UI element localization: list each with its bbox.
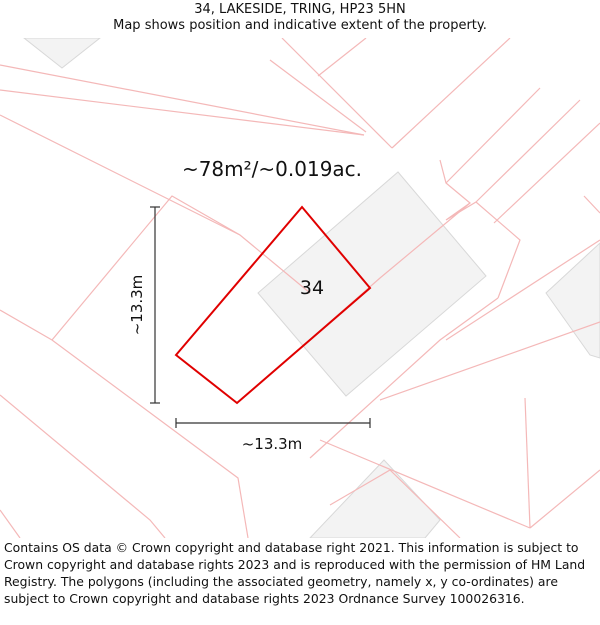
map-view[interactable] [0, 38, 600, 538]
plot-number-label: 34 [299, 277, 325, 299]
map-subtitle: Map shows position and indicative extent of the property. [113, 18, 487, 33]
horizontal-dimension-label: ~13.3m [241, 435, 303, 453]
area-label: ~78m²/~0.019ac. [181, 157, 363, 181]
map-header [0, 0, 600, 38]
property-address: 34, LAKESIDE, TRING, HP23 5HN [194, 2, 406, 17]
map-canvas [0, 38, 600, 538]
vertical-dimension-label: ~13.3m [128, 274, 146, 336]
copyright-notice: Contains OS data © Crown copyright and database right 2021. This information is subject to Crown copyright and database rights 2023 and is reproduced with the permission of HM Land Registry. The polygons (including the associated geometry, namely x, y co-ordinates) are subject to Crown copyright and database rights 2023 Ordnance Survey 100026316. [4, 540, 586, 606]
